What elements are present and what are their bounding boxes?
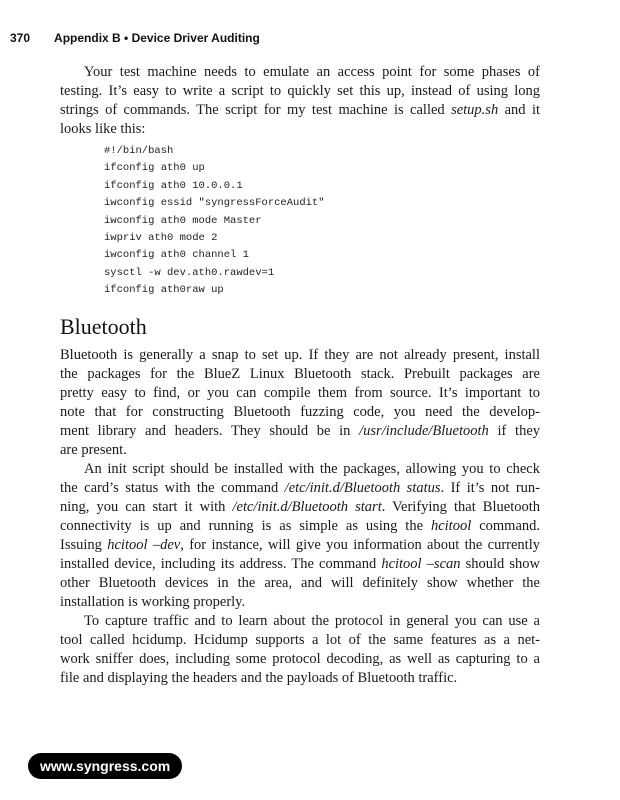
text-line: An init script should be installed with the packages, allowing you to check bbox=[84, 461, 540, 477]
text-line: strings of commands. The script for my test machine is called setup.sh and it bbox=[60, 102, 540, 118]
text-line: the card’s status with the command /etc/init.d/Bluetooth status. If it’s not run- bbox=[60, 480, 540, 496]
text-line: looks like this: bbox=[60, 121, 146, 137]
code-line: iwpriv ath0 mode 2 bbox=[104, 232, 218, 245]
command-hcitool-scan: hcitool –scan bbox=[381, 556, 461, 572]
text-line: other Bluetooth devices in the area, and will definitely show whether the bbox=[60, 575, 540, 591]
command-hcitool-dev: hcitool –dev bbox=[107, 537, 181, 553]
code-line: iwconfig essid "syngressForceAudit" bbox=[104, 197, 325, 210]
code-line: ifconfig ath0 up bbox=[104, 162, 205, 175]
running-title: Appendix B • Device Driver Auditing bbox=[54, 31, 260, 45]
text-line: pretty easy to find, or you can compile them from source. It’s important to bbox=[60, 385, 540, 401]
text-line: the packages for the BlueZ Linux Bluetooth stack. Prebuilt packages are bbox=[60, 366, 540, 382]
path-usr-include-bluetooth: /usr/include/Bluetooth bbox=[359, 423, 489, 439]
text-line: installation is working properly. bbox=[60, 594, 246, 610]
section-heading: Bluetooth bbox=[60, 314, 147, 339]
text-line: Bluetooth is generally a snap to set up. If they are not already present, install bbox=[60, 347, 540, 363]
text-line: are present. bbox=[60, 442, 127, 458]
bluetooth-body bbox=[60, 346, 540, 688]
text-line: ning, you can start it with /etc/init.d/Bluetooth start. Verifying that Bluetooth bbox=[60, 499, 540, 515]
text-line: tool called hcidump. Hcidump supports a lot of the same features as a net- bbox=[60, 632, 540, 648]
code-line: iwconfig ath0 channel 1 bbox=[104, 249, 249, 262]
code-line: ifconfig ath0raw up bbox=[104, 284, 224, 297]
code-line: sysctl -w dev.ath0.rawdev=1 bbox=[104, 266, 275, 279]
text-line: Issuing hcitool –dev, for instance, will give you information about the currently bbox=[60, 537, 540, 553]
code-block bbox=[104, 143, 325, 300]
command-bluetooth-start: /etc/init.d/Bluetooth start bbox=[232, 499, 382, 515]
text-line: ment library and headers. They should be in /usr/include/Bluetooth if they bbox=[60, 423, 540, 439]
running-header bbox=[10, 31, 260, 45]
command-bluetooth-status: /etc/init.d/Bluetooth status bbox=[284, 480, 441, 496]
text-line: file and displaying the headers and the payloads of Bluetooth traffic. bbox=[60, 670, 458, 686]
code-line: ifconfig ath0 10.0.0.1 bbox=[104, 179, 243, 192]
text-line: Your test machine needs to emulate an access point for some phases of bbox=[84, 64, 540, 80]
text-line: work sniffer does, including some protocol decoding, as well as capturing to a bbox=[60, 651, 540, 667]
text-line: installed device, including its address. The command hcitool –scan should show bbox=[60, 556, 540, 572]
intro-paragraph bbox=[60, 63, 540, 139]
website-badge: www.syngress.com bbox=[28, 753, 182, 779]
command-hcitool: hcitool bbox=[430, 518, 472, 534]
filename-setup-sh: setup.sh bbox=[451, 102, 499, 118]
text-line: note that for constructing Bluetooth fuzzing code, you need the develop- bbox=[60, 404, 540, 420]
code-line: #!/bin/bash bbox=[104, 145, 174, 157]
page-number: 370 bbox=[10, 31, 31, 45]
text-line: testing. It’s easy to write a script to quickly set this up, instead of using long bbox=[60, 83, 540, 99]
text-line: connectivity is up and running is as simple as using the hcitool command. bbox=[60, 518, 541, 534]
code-line: iwconfig ath0 mode Master bbox=[104, 214, 262, 227]
text-line: To capture traffic and to learn about the protocol in general you can use a bbox=[84, 613, 540, 629]
